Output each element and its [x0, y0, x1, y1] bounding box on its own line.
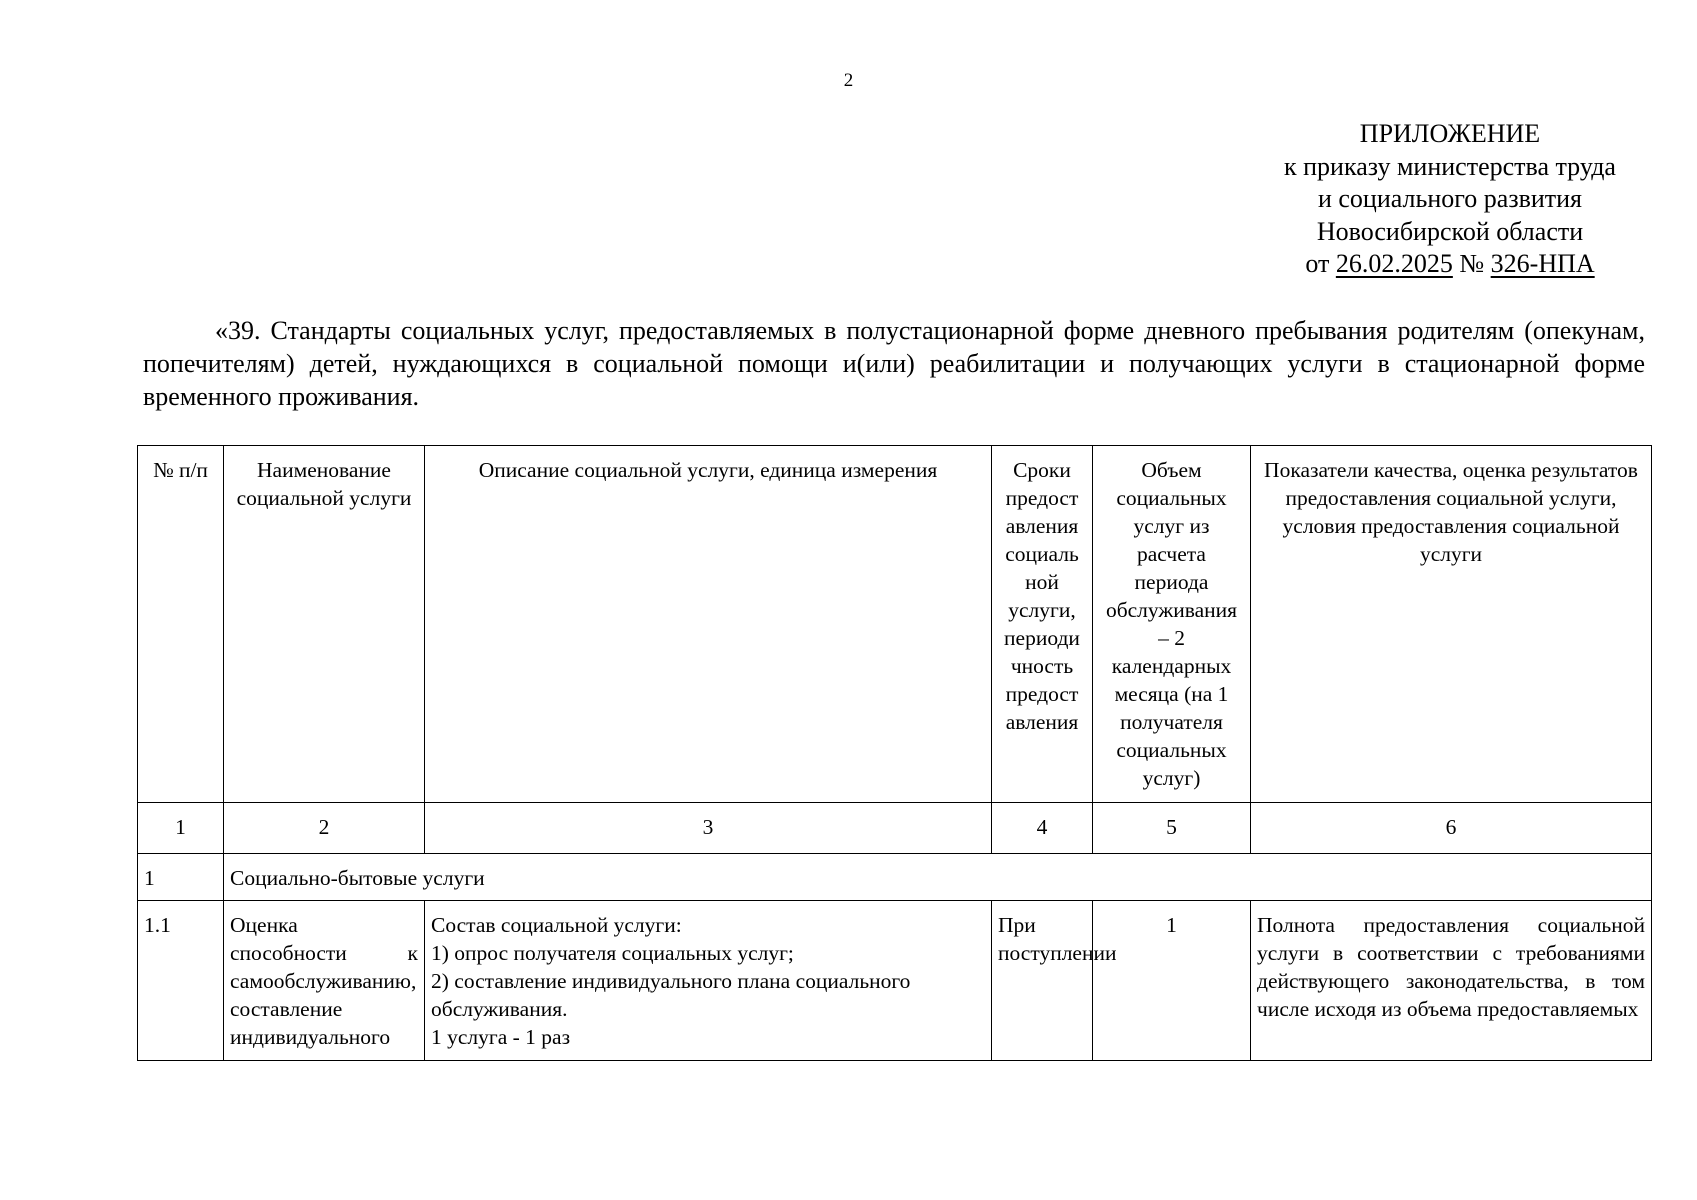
row-term: При поступлении — [992, 901, 1093, 1061]
order-number-sign: № — [1459, 249, 1485, 278]
intro-paragraph: «39. Стандарты социальных услуг, предоставляемых в полустационарной форме дневного пребывания родителям (опекунам, попечителям) детей, нуждающихся в социальной помощи и(или) реабилитации и получающих услуги в стационарной форме временного проживания. — [143, 316, 1645, 411]
appendix-order-line — [1180, 248, 1697, 281]
column-number: 4 — [992, 803, 1093, 854]
appendix-line-1: к приказу министерства труда — [1284, 151, 1616, 181]
row-service-name: Оценка способности к самообслуживанию, составление индивидуального — [224, 901, 425, 1061]
table-header-row — [138, 446, 1652, 803]
order-number: 326-НПА — [1490, 249, 1595, 278]
section-title: Социально-бытовые услуги — [224, 854, 1652, 901]
row-volume: 1 — [1093, 901, 1251, 1061]
column-numbers-row — [138, 803, 1652, 854]
order-date-prefix: от — [1305, 249, 1330, 278]
appendix-block — [1180, 118, 1697, 281]
column-number: 5 — [1093, 803, 1251, 854]
order-date: 26.02.2025 — [1335, 249, 1453, 278]
appendix-line-2: и социального развития — [1317, 184, 1583, 213]
row-number: 1.1 — [138, 901, 224, 1061]
page-number: 2 — [843, 70, 854, 91]
header-volume: Объем социальных услуг из расчета периода обслуживания – 2 календарных месяца (на 1 получателя социальных услуг) — [1093, 446, 1251, 803]
row-quality: Полнота предоставления социальной услуги в соответствии с требованиями действующего законодательства, в том числе исходя из объема предоставляемых — [1251, 901, 1652, 1061]
row-description: Состав социальной услуги: 1) опрос получателя социальных услуг; 2) составление индивидуального плана социального обслуживания. 1 услуга - 1 раз — [425, 901, 992, 1061]
appendix-title: ПРИЛОЖЕНИЕ — [1359, 119, 1541, 148]
column-number: 3 — [425, 803, 992, 854]
header-terms: Сроки предост авления социаль ной услуги, периоди чность предост авления — [992, 446, 1093, 803]
section-row — [138, 854, 1652, 901]
header-service-name: Наименование социальной услуги — [224, 446, 425, 803]
table-row — [138, 901, 1652, 1061]
header-number: № п/п — [138, 446, 224, 803]
standards-table — [137, 445, 1652, 1061]
header-description: Описание социальной услуги, единица измерения — [425, 446, 992, 803]
section-number: 1 — [138, 854, 224, 901]
column-number: 2 — [224, 803, 425, 854]
header-quality: Показатели качества, оценка результатов предоставления социальной услуги, условия предоставления социальной услуги — [1251, 446, 1652, 803]
appendix-line-3: Новосибирской области — [1316, 216, 1584, 246]
column-number: 1 — [138, 803, 224, 854]
column-number: 6 — [1251, 803, 1652, 854]
